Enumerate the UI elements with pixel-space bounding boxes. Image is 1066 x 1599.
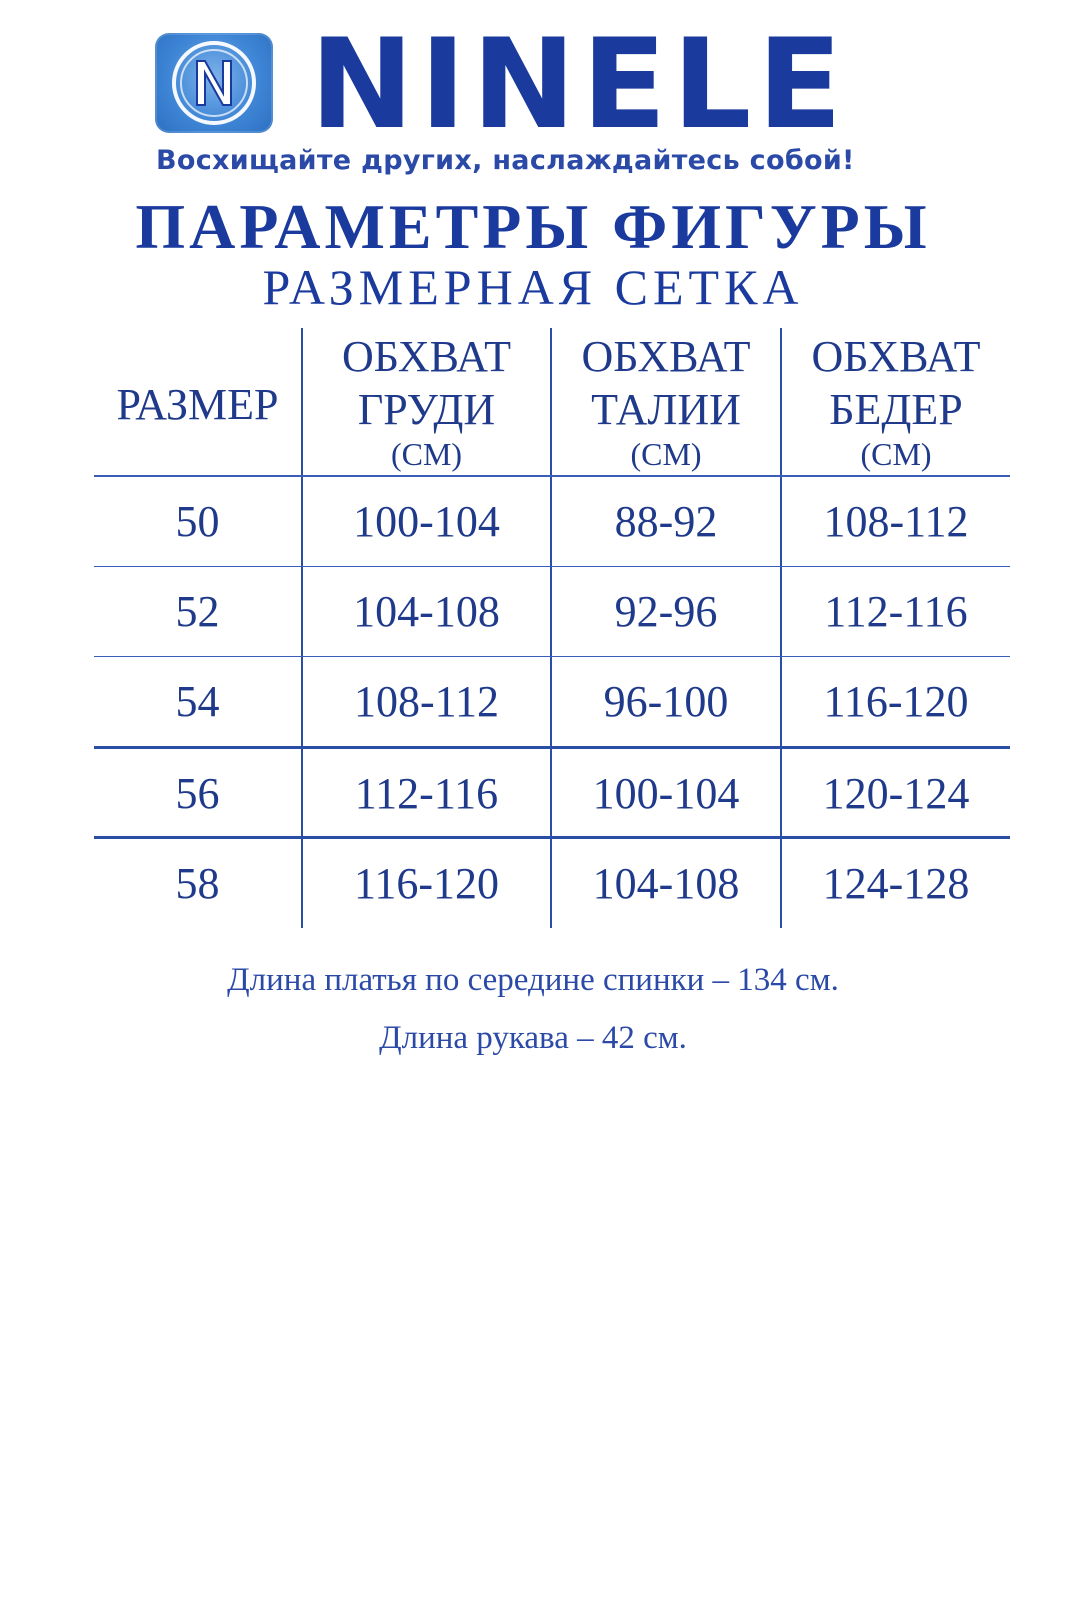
- table-cell-hips: 116-120: [823, 677, 969, 726]
- table-cell-chest: 116-120: [353, 859, 500, 908]
- brand-logo: [155, 33, 273, 133]
- header-waist-unit: (СМ): [630, 436, 702, 472]
- header-chest: [303, 330, 550, 472]
- table-cell-chest: 108-112: [353, 677, 500, 726]
- table-cell-waist: 92-96: [614, 587, 718, 636]
- table-cell-chest: 112-116: [354, 769, 499, 818]
- table-cell-chest: 100-104: [353, 497, 500, 546]
- table-cell-hips: 108-112: [823, 497, 969, 546]
- header-chest-line1: ОБХВАТ: [341, 332, 512, 381]
- table-cell-hips: 112-116: [824, 587, 968, 636]
- table-cell-size: 58: [175, 859, 220, 908]
- table-cell-waist: 104-108: [592, 859, 740, 908]
- n-monogram-icon: [155, 33, 273, 133]
- brand-name: NINELE: [310, 13, 849, 157]
- page-subtitle: РАЗМЕРНАЯ СЕТКА: [262, 259, 804, 315]
- table-cell-waist: 88-92: [614, 497, 718, 546]
- page-title: ПАРАМЕТРЫ ФИГУРЫ: [135, 191, 931, 262]
- table-cell-chest: 104-108: [353, 587, 500, 636]
- table-cell-size: 56: [175, 769, 220, 818]
- header-hips-unit: (СМ): [860, 436, 932, 472]
- header-size: РАЗМЕР: [116, 380, 279, 429]
- table-cell-size: 54: [175, 677, 220, 726]
- header-waist-line2: ТАЛИИ: [591, 385, 741, 434]
- header-hips: [782, 330, 1010, 472]
- table-cell-size: 50: [175, 497, 220, 546]
- table-cell-hips: 124-128: [822, 859, 970, 908]
- header-hips-line2: БЕДЕР: [829, 385, 963, 434]
- header-chest-unit: (СМ): [390, 436, 463, 472]
- header-waist-line1: ОБХВАТ: [581, 332, 751, 381]
- note-sleeve-length: Длина рукава – 42 см.: [379, 1020, 687, 1056]
- note-dress-length: Длина платья по середине спинки – 134 см.: [227, 962, 839, 998]
- header-chest-line2: ГРУДИ: [357, 385, 496, 434]
- table-cell-waist: 100-104: [592, 769, 740, 818]
- table-cell-hips: 120-124: [822, 769, 970, 818]
- brand-header: [155, 13, 915, 157]
- header-waist: [552, 330, 780, 472]
- header-hips-line1: ОБХВАТ: [811, 332, 981, 381]
- brand-slogan: Восхищайте других, наслаждайтесь собой!: [156, 145, 855, 176]
- table-cell-waist: 96-100: [603, 677, 729, 726]
- table-cell-size: 52: [175, 587, 220, 636]
